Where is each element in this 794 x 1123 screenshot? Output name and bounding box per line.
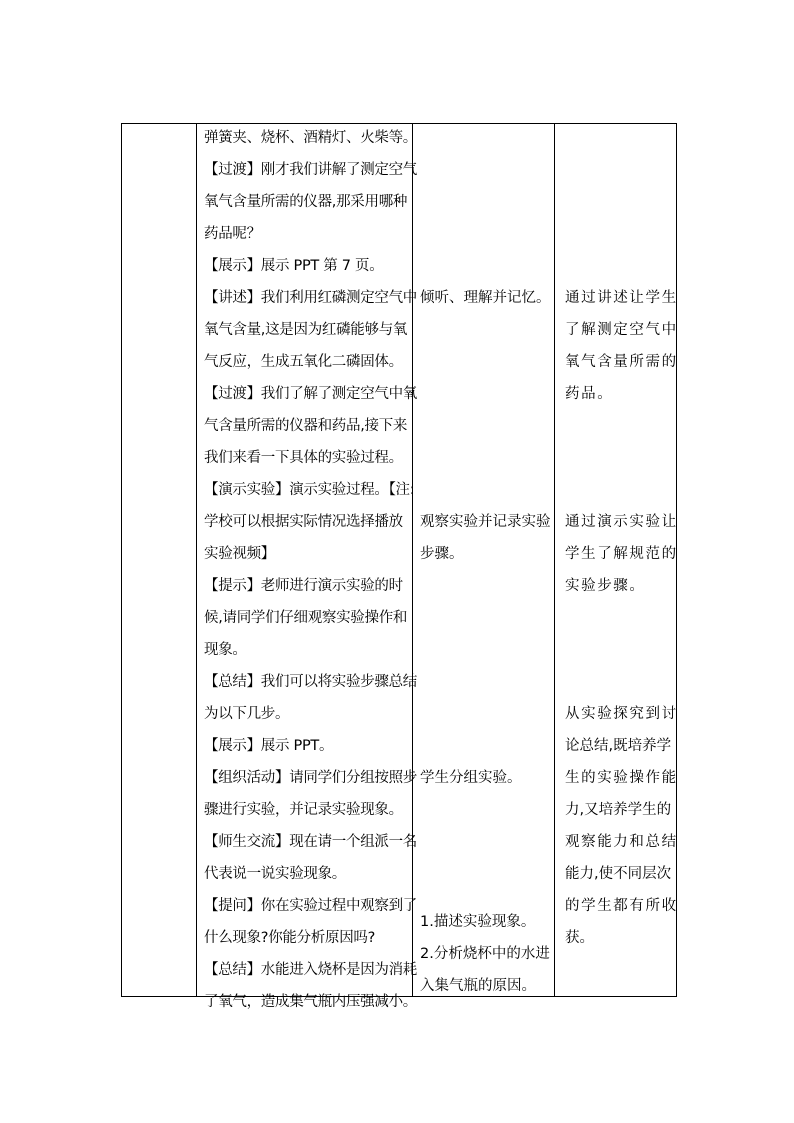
intent-line: 观察能力和总结 xyxy=(565,834,678,850)
teacher-line: 氧气含量所需的仪器,那采用哪种 xyxy=(204,194,408,210)
student-line: 2.分析烧杯中的水进 xyxy=(420,946,550,962)
teacher-line: 骤进行实验，并记录实验现象。 xyxy=(204,802,403,818)
teacher-line: 弹簧夹、烧杯、酒精灯、火柴等。 xyxy=(204,130,417,146)
student-activity-column xyxy=(420,124,550,996)
teacher-line: 学校可以根据实际情况选择播放 xyxy=(204,514,403,530)
design-intent-column xyxy=(565,124,678,996)
student-line: 1.描述实验现象。 xyxy=(420,914,536,930)
intent-line: 能力,使不同层次 xyxy=(565,866,672,882)
teacher-line: 【展示】展示 PPT 第 7 页。 xyxy=(204,258,384,274)
teacher-line: 气含量所需的仪器和药品,接下来 xyxy=(204,418,408,434)
teacher-line: 【过渡】我们了解了测定空气中氧 xyxy=(204,386,417,402)
intent-line: 的学生都有所收 xyxy=(565,898,678,914)
teacher-line: 氧气含量,这是因为红磷能够与氧 xyxy=(204,322,408,338)
column-divider xyxy=(196,124,197,996)
intent-line: 了解测定空气中 xyxy=(565,322,678,338)
intent-line: 论总结,既培养学 xyxy=(565,738,672,754)
teacher-line: 候,请同学们仔细观察实验操作和 xyxy=(204,610,408,626)
teacher-activity-column xyxy=(204,124,417,1010)
intent-line: 生的实验操作能 xyxy=(565,770,678,786)
student-line: 学生分组实验。 xyxy=(420,770,522,786)
teacher-line: 我们来看一下具体的实验过程。 xyxy=(204,450,403,466)
intent-line: 氧气含量所需的 xyxy=(565,354,678,370)
teacher-line: 为以下几步。 xyxy=(204,706,290,722)
intent-line: 通过演示实验让 xyxy=(565,514,678,530)
teacher-line: 【过渡】刚才我们讲解了测定空气 xyxy=(204,162,417,178)
intent-line: 实验步骤。 xyxy=(565,578,646,594)
teacher-line: 气反应，生成五氧化二磷固体。 xyxy=(204,354,403,370)
teacher-line: 【讲述】我们利用红磷测定空气中 xyxy=(204,290,417,306)
column-divider xyxy=(554,124,555,996)
teacher-line: 【提示】老师进行演示实验的时 xyxy=(204,578,403,594)
teacher-line: 药品呢？ xyxy=(204,226,261,242)
teacher-line: 【提问】你在实验过程中观察到了 xyxy=(204,898,417,914)
intent-line: 从实验探究到讨 xyxy=(565,706,678,722)
teacher-line: 实验视频】 xyxy=(204,546,275,562)
lesson-plan-table xyxy=(121,123,678,1010)
student-line: 倾听、理解并记忆。 xyxy=(420,290,551,306)
intent-line: 通过讲述让学生 xyxy=(565,290,678,306)
teacher-line: 【演示实验】演示实验过程。【注: xyxy=(204,482,415,498)
teacher-line: 【总结】我们可以将实验步骤总结 xyxy=(204,674,417,690)
teacher-line: 【展示】展示 PPT。 xyxy=(204,738,334,754)
teacher-line: 代表说一说实验现象。 xyxy=(204,866,346,882)
teacher-line: 【组织活动】请同学们分组按照步 xyxy=(204,770,417,786)
teacher-line: 什么现象?你能分析原因吗? xyxy=(204,930,375,946)
intent-line: 学生了解规范的 xyxy=(565,546,678,562)
intent-line: 力,又培养学生的 xyxy=(565,802,672,818)
intent-line: 获。 xyxy=(565,930,594,946)
teacher-line: 现象。 xyxy=(204,642,247,658)
teacher-line: 【师生交流】现在请一个组派一名 xyxy=(204,834,417,850)
teacher-line: 了氧气，造成集气瓶内压强减小。 xyxy=(204,994,417,1010)
student-line: 步骤。 xyxy=(420,546,464,562)
student-line: 观察实验并记录实验 xyxy=(420,514,551,530)
intent-line: 药品。 xyxy=(565,386,614,402)
teacher-line: 【总结】水能进入烧杯是因为消耗 xyxy=(204,962,417,978)
student-line: 入集气瓶的原因。 xyxy=(420,978,536,994)
